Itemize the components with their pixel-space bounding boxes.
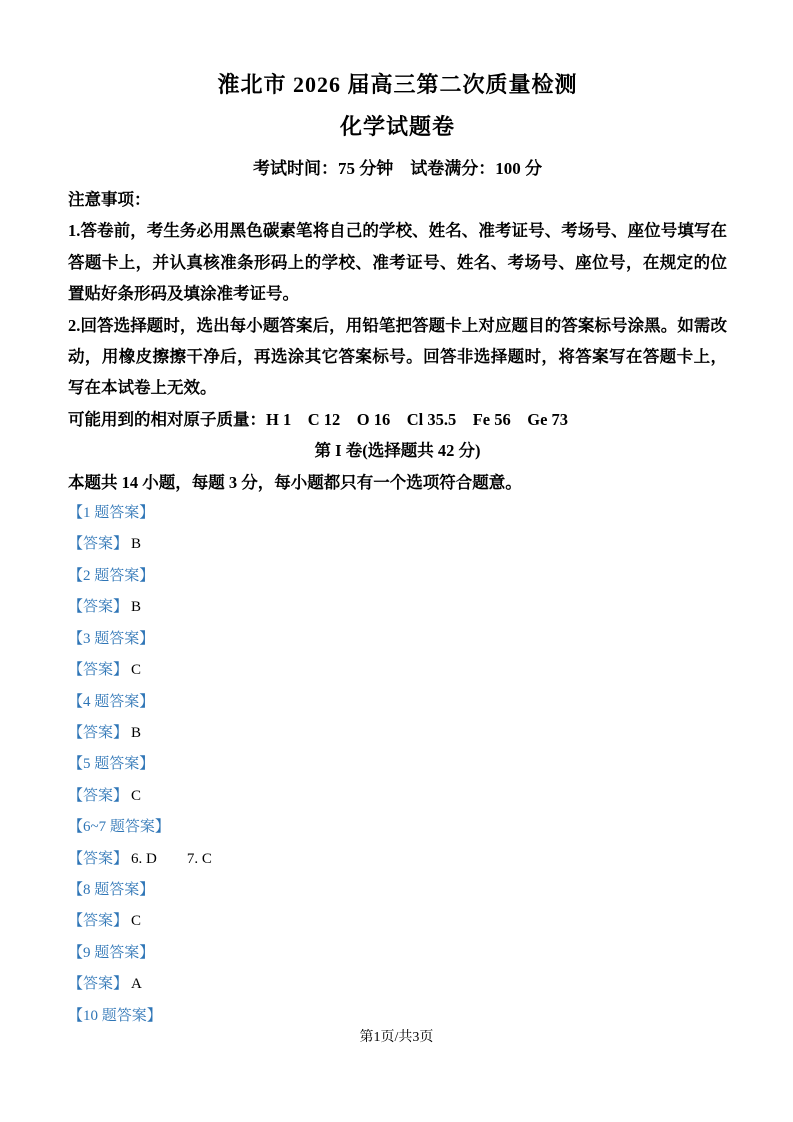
answer-ref-label: 【答案】 (68, 850, 129, 867)
exam-info: 考试时间：75 分钟 试卷满分：100 分 (253, 159, 542, 178)
answer-value: C (131, 913, 142, 930)
answer-value: B (131, 724, 142, 741)
answer-line (68, 938, 727, 969)
answer-line (68, 592, 727, 623)
answer-ref-label: 【4 题答案】 (68, 693, 155, 710)
answer-ref-label: 【答案】 (68, 724, 129, 741)
answer-value: B (131, 536, 142, 553)
answer-line (68, 812, 727, 843)
notes-heading: 注意事项： (68, 190, 151, 209)
answer-ref-label: 【3 题答案】 (68, 630, 155, 647)
answer-ref-label: 【10 题答案】 (68, 1007, 162, 1024)
page-footer: 第1页/共3页 (359, 1030, 434, 1045)
answer-line (68, 687, 727, 718)
note-item-1: 1.答卷前，考生务必用黑色碳素笔将自己的学校、姓名、准考证号、考场号、座位号填写在答题卡上，并认真核准条形码上的学校、准考证号、姓名、考场号、座位号，在规定的位置贴好条形码及填涂准考证号。 (68, 221, 727, 304)
answer-ref-label: 【1 题答案】 (68, 505, 155, 522)
answer-ref-label: 【2 题答案】 (68, 567, 155, 584)
answer-ref-label: 【答案】 (68, 662, 129, 679)
answer-value: B (131, 599, 142, 616)
answer-ref-label: 【答案】 (68, 599, 129, 616)
answer-line (68, 969, 727, 1000)
answer-ref-label: 【8 题答案】 (68, 881, 155, 898)
answer-line (68, 529, 727, 560)
answer-value: C (131, 787, 142, 804)
answer-ref-label: 【6~7 题答案】 (68, 819, 170, 836)
answer-ref-label: 【9 题答案】 (68, 944, 155, 961)
answer-ref-label: 【答案】 (68, 913, 129, 930)
answer-line (68, 561, 727, 592)
answer-ref-label: 【答案】 (68, 976, 129, 993)
answer-line (68, 844, 727, 875)
answer-value: A (131, 976, 142, 993)
atomic-masses-line: 可能用到的相对原子质量：H 1 C 12 O 16 Cl 35.5 Fe 56 Ge 73 (68, 409, 569, 429)
page-title: 淮北市 2026 届高三第二次质量检测 (217, 72, 578, 97)
answer-value: C (131, 662, 142, 679)
answer-line (68, 624, 727, 655)
answer-line (68, 655, 727, 686)
answer-line (68, 749, 727, 780)
page-subtitle: 化学试题卷 (339, 114, 455, 139)
document-body (68, 184, 727, 1032)
answer-line (68, 781, 727, 812)
answer-line (68, 906, 727, 937)
answer-list (68, 498, 727, 1032)
section-instruction: 本题共 14 小题，每题 3 分，每小题都只有一个选项符合题意。 (68, 472, 522, 492)
answer-line (68, 498, 727, 529)
answer-ref-label: 【5 题答案】 (68, 756, 155, 773)
note-item-2: 2.回答选择题时，选出每小题答案后，用铅笔把答题卡上对应题目的答案标号涂黑。如需改动，用橡皮擦擦干净后，再选涂其它答案标号。回答非选择题时，将答案写在答题卡上，写在本试卷上无效。 (68, 315, 727, 398)
answer-ref-label: 【答案】 (68, 536, 129, 553)
answer-ref-label: 【答案】 (68, 787, 129, 804)
answer-value: 6. D 7. C (131, 850, 212, 867)
answer-line (68, 718, 727, 749)
section-title: 第 I 卷(选择题共 42 分) (314, 441, 481, 461)
answer-line (68, 875, 727, 906)
